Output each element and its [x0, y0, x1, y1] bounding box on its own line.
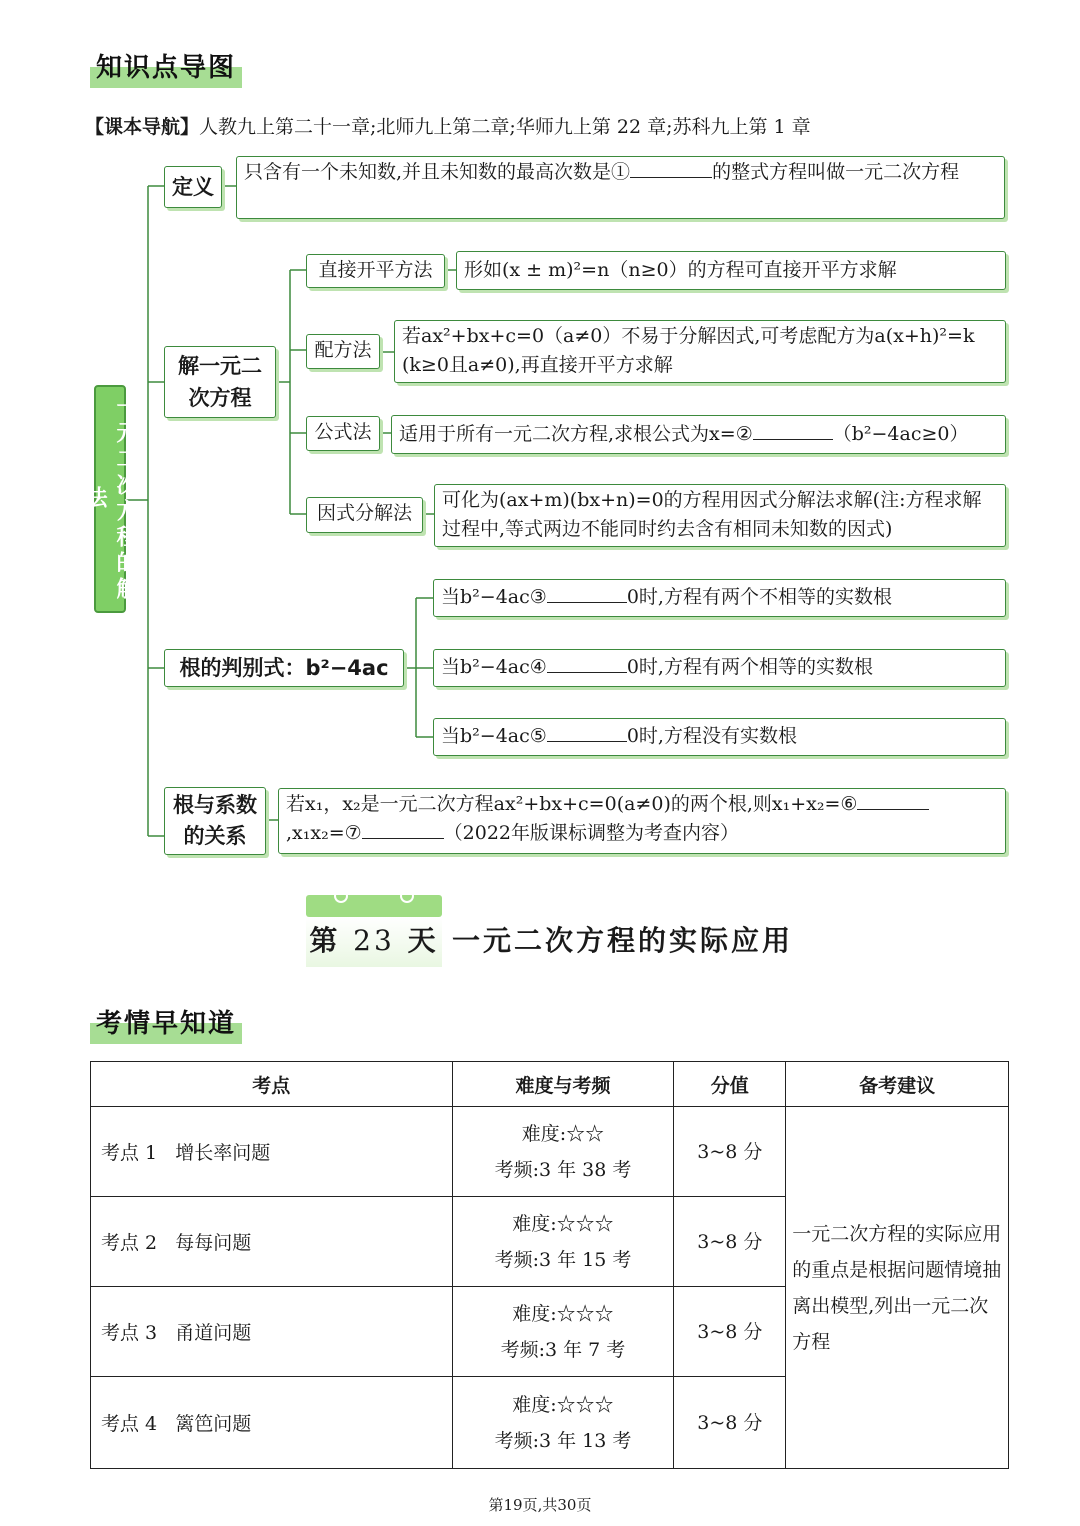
blank-2: ② [735, 423, 753, 445]
node-definition: 定义 [164, 166, 222, 208]
blank-6: ⑥ [840, 793, 858, 815]
method-factoring-text: 可化为(ax+m)(bx+n)=0的方程用因式分解法求解(注:方程求解过程中,等式两边不能同时约去含有相同未知数的因式) [434, 484, 1006, 547]
advice-cell: 一元二次方程的实际应用的重点是根据问题情境抽离出模型,列出一元二次方程 [786, 1107, 1009, 1469]
blank-line [547, 602, 627, 603]
discriminant-negative: 当b²−4ac⑤ 0时,方程没有实数根 [433, 718, 1006, 756]
method-completing-square: 配方法 [306, 334, 380, 369]
page-footer: 第19页,共30页 [488, 1496, 592, 1514]
table-header-row [91, 1062, 1009, 1107]
blank-line [362, 838, 444, 839]
section-title-mindmap: 知识点导图 [90, 48, 242, 88]
blank-7: ⑦ [344, 822, 362, 844]
method-factoring: 因式分解法 [306, 497, 423, 533]
day-tab-decoration [306, 895, 442, 917]
method-direct-sqrt-text: 形如(x ± m)²=n（n≥0）的方程可直接开平方求解 [456, 251, 1006, 290]
node-solve: 解一元二次方程 [164, 346, 276, 418]
day-badge: 第 23 天 [306, 917, 442, 967]
exam-table [90, 1061, 1009, 1469]
ring-icon [400, 889, 414, 903]
blank-line [547, 741, 627, 742]
vieta-text: 若x₁，x₂是一元二次方程ax²+bx+c=0(a≠0)的两个根,则x₁+x₂=⑥,x₁x₂=⑦ （2022年版课标调整为考查内容） [278, 788, 1006, 854]
blank-5: ⑤ [529, 725, 547, 747]
day-number: 23 [353, 924, 395, 957]
table-row: 考点 1 增长率问题 难度:☆☆ 考频:3 年 38 考 3~8 分 一元二次方程的实际应用的重点是根据问题情境抽离出模型,列出一元二次方程 [91, 1107, 1009, 1197]
ring-icon [334, 889, 348, 903]
mindmap-root: 一元二次方程的解法 [94, 385, 126, 613]
method-formula: 公式法 [306, 416, 380, 451]
blank-1: ① [611, 161, 631, 183]
blank-3: ③ [529, 586, 547, 608]
textbook-nav-label: 【课本导航】 [85, 116, 200, 138]
header-difficulty: 难度与考频 [452, 1062, 674, 1107]
blank-line [547, 672, 627, 673]
blank-4: ④ [529, 656, 547, 678]
section-title-exam: 考情早知道 [90, 1004, 242, 1044]
table-row: 考点 2 每每问题 难度:☆☆☆ 考频:3 年 15 考 3~8 分 [91, 1197, 1009, 1287]
discriminant-positive: 当b²−4ac③ 0时,方程有两个不相等的实数根 [433, 579, 1006, 617]
node-discriminant: 根的判别式：b²−4ac [164, 649, 404, 687]
header-advice: 备考建议 [786, 1062, 1009, 1107]
day-title: 一元二次方程的实际应用 [452, 924, 794, 957]
blank-line [630, 177, 712, 178]
definition-text: 只含有一个未知数,并且未知数的最高次数是① 的整式方程叫做一元二次方程 [236, 156, 1005, 219]
method-completing-square-text: 若ax²+bx+c=0（a≠0）不易于分解因式,可考虑配方为a(x+h)²=k (k≥0且a≠0),再直接开平方求解 [394, 320, 1006, 383]
textbook-nav-text: 人教九上第二十一章;北师九上第二章;华师九上第 22 章;苏科九上第 1 章 [199, 116, 811, 138]
method-formula-text: 适用于所有一元二次方程,求根公式为x=② （b²−4ac≥0） [391, 415, 1006, 454]
method-direct-sqrt: 直接开平方法 [306, 254, 445, 288]
header-point: 考点 [91, 1062, 453, 1107]
header-score: 分值 [674, 1062, 786, 1107]
node-vieta: 根与系数的关系 [164, 787, 266, 855]
blank-line [753, 439, 833, 440]
table-row: 考点 4 篱笆问题 难度:☆☆☆ 考频:3 年 13 考 3~8 分 [91, 1377, 1009, 1469]
blank-line [857, 809, 929, 810]
discriminant-zero: 当b²−4ac④ 0时,方程有两个相等的实数根 [433, 649, 1006, 687]
table-row: 考点 3 甬道问题 难度:☆☆☆ 考频:3 年 7 考 3~8 分 [91, 1287, 1009, 1377]
